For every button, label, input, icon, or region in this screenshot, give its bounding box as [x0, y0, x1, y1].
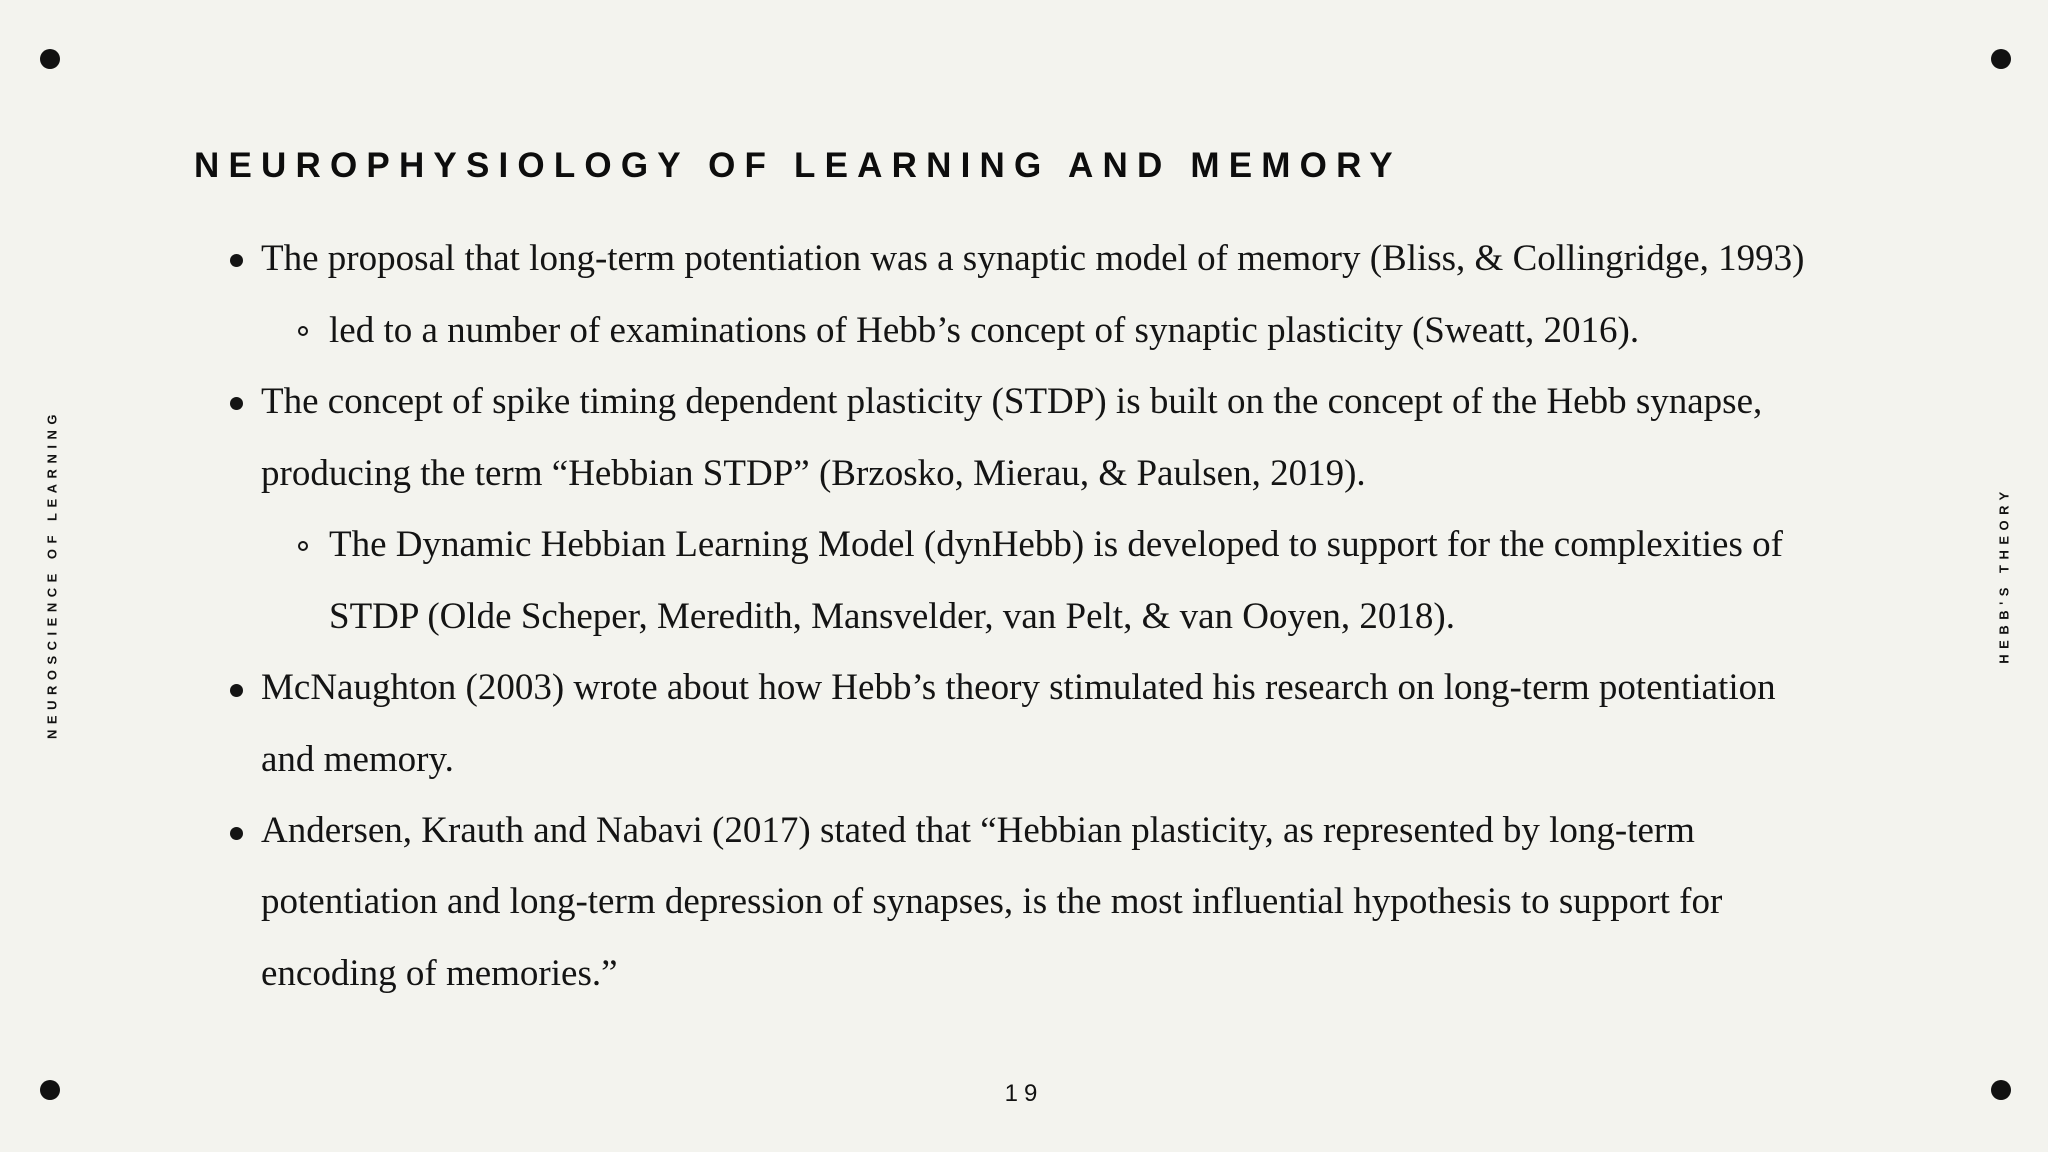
right-side-label: HEBB'S THEORY — [1996, 486, 2012, 664]
list-item: The concept of spike timing dependent plasticity (STDP) is built on the concept of the Hebb synapse, — [261, 381, 1763, 422]
slide-title: NEUROPHYSIOLOGY OF LEARNING AND MEMORY — [194, 146, 1402, 185]
list-item-continuation: encoding of memories.” — [261, 953, 618, 994]
list-item-continuation: producing the term “Hebbian STDP” (Brzosko, Mierau, & Paulsen, 2019). — [261, 453, 1366, 494]
list-item: McNaughton (2003) wrote about how Hebb’s theory stimulated his research on long-term potentiation — [261, 667, 1776, 708]
bullet-marker — [230, 827, 243, 840]
sub-list-item-continuation: STDP (Olde Scheper, Meredith, Mansvelder, van Pelt, & van Ooyen, 2018). — [329, 596, 1455, 637]
sub-bullet-marker — [298, 326, 308, 336]
sub-list-item: The Dynamic Hebbian Learning Model (dynHebb) is developed to support for the complexities of — [329, 524, 1783, 565]
list-item: The proposal that long-term potentiation was a synaptic model of memory (Bliss, & Collingridge, 1993) — [261, 238, 1805, 279]
sub-bullet-marker — [298, 541, 308, 551]
list-item: Andersen, Krauth and Nabavi (2017) stated that “Hebbian plasticity, as represented by long-term — [261, 810, 1695, 851]
bullet-marker — [230, 684, 243, 697]
list-item-continuation: and memory. — [261, 739, 454, 780]
list-item-continuation: potentiation and long-term depression of synapses, is the most influential hypothesis to support for — [261, 881, 1723, 922]
page-number: 19 — [1004, 1080, 1044, 1107]
bullet-marker — [230, 397, 243, 410]
left-side-label: NEUROSCIENCE OF LEARNING — [44, 409, 60, 739]
bullet-marker — [230, 254, 243, 267]
sub-list-item: led to a number of examinations of Hebb’s concept of synaptic plasticity (Sweatt, 2016). — [329, 310, 1640, 351]
